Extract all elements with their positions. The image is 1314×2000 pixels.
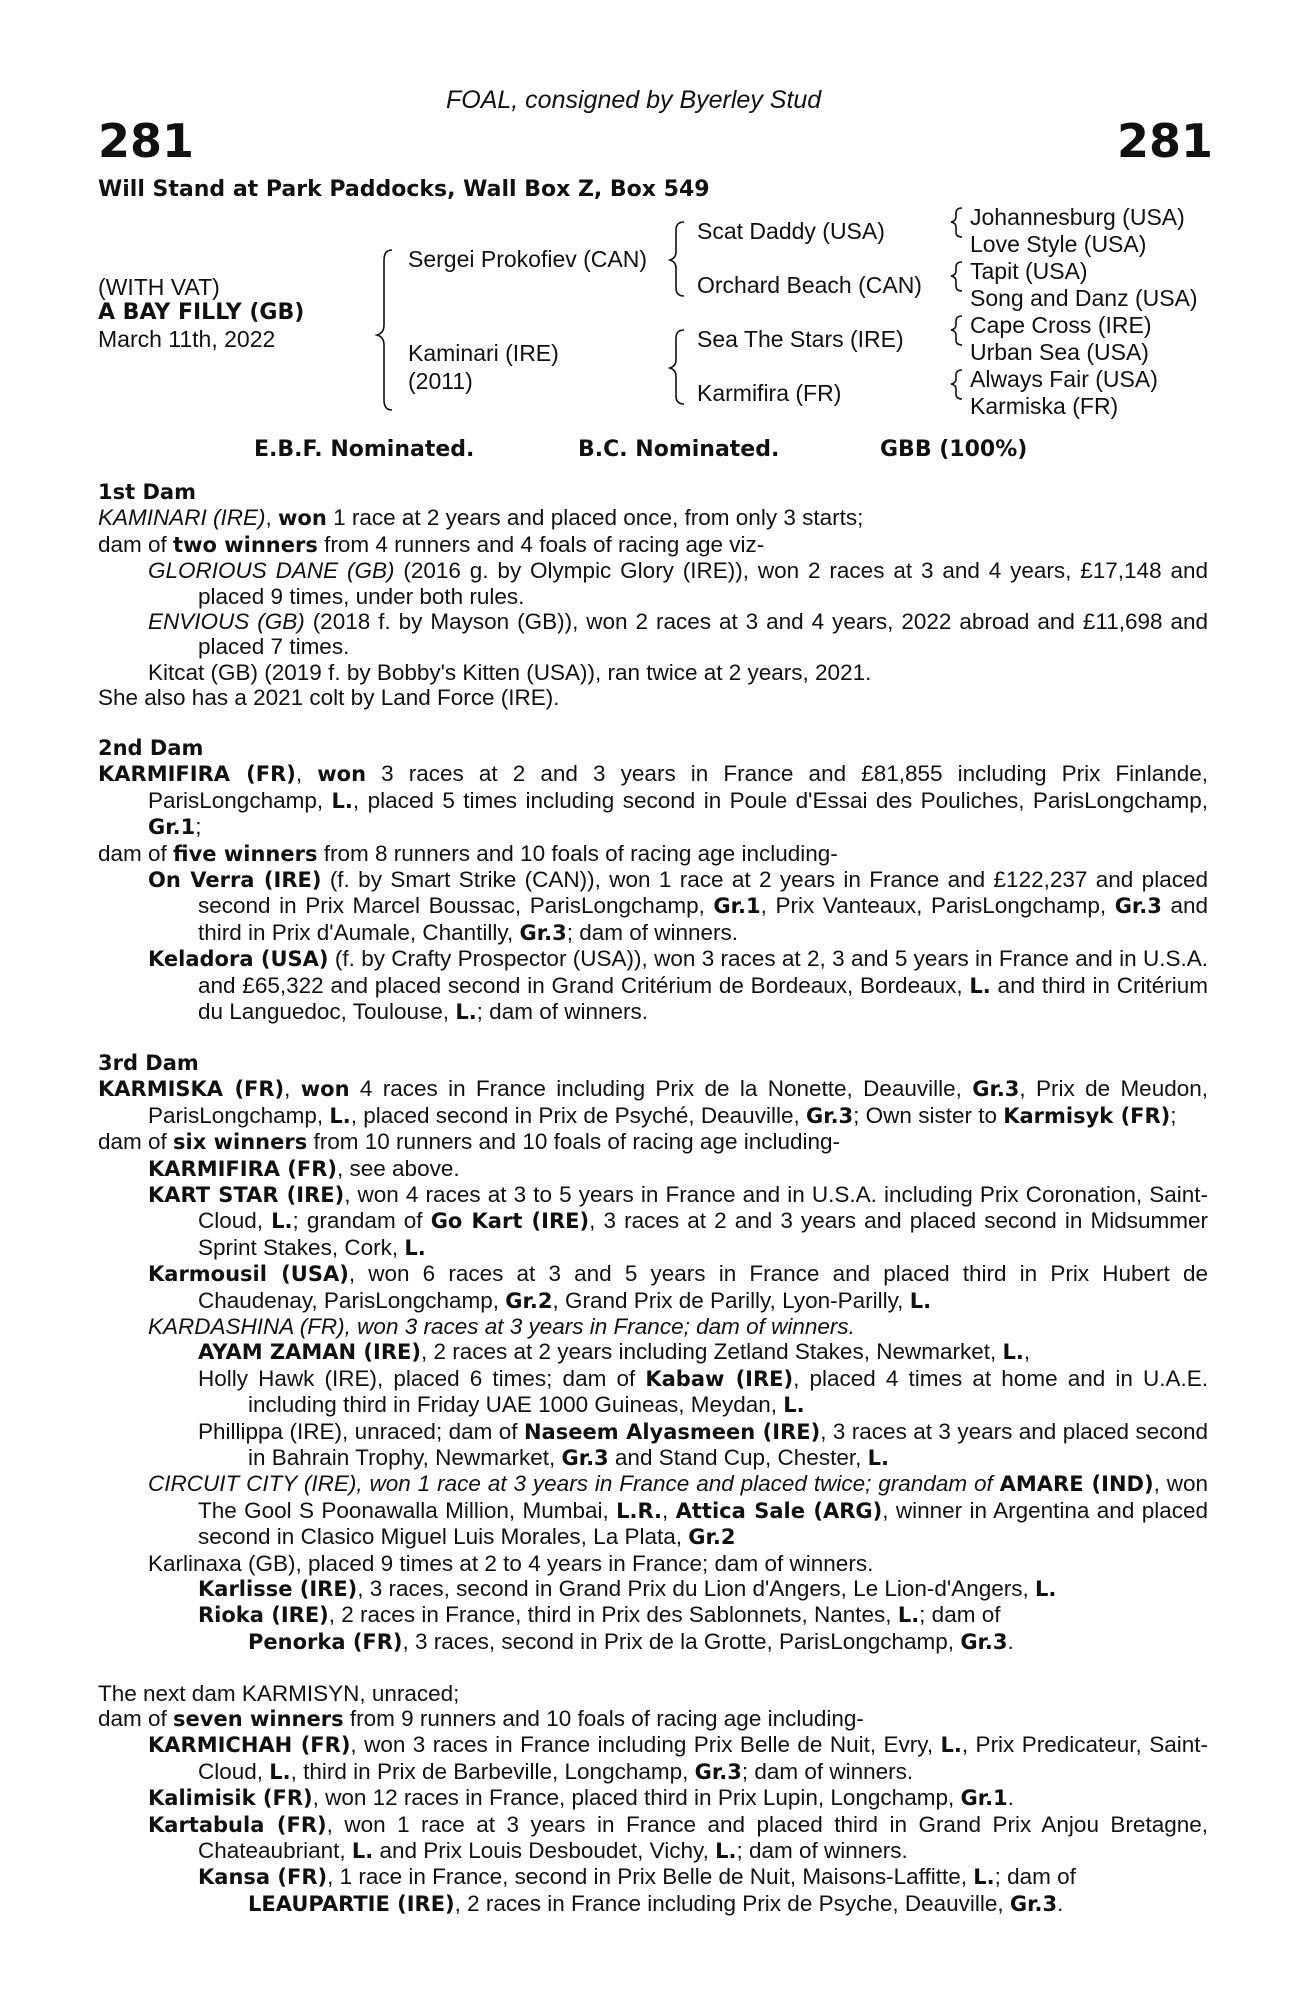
won-label: won	[317, 762, 367, 787]
text: 1 race at 2 years and placed once, from only 3 starts;	[326, 505, 864, 531]
ebf-nomination: E.B.F. Nominated.	[254, 437, 475, 462]
text: ; dam of winners.	[741, 1758, 914, 1784]
first-dam-heading: 1st Dam	[98, 480, 196, 504]
dam-name: KAMINARI (IRE)	[98, 505, 266, 531]
dam-year: (2011)	[408, 368, 473, 394]
group-mark: Gr.3	[561, 1446, 609, 1470]
text: ; dam of	[919, 1602, 1001, 1628]
consignor-line: FOAL, consigned by Byerley Stud	[446, 86, 822, 114]
produce-entry	[98, 1261, 1208, 1314]
text: ;	[1170, 1102, 1177, 1128]
sire: Sergei Prokofiev (CAN)	[408, 246, 648, 272]
winner-count: two winners	[173, 532, 318, 557]
text: from 8 runners and 10 foals of racing age including-	[317, 840, 838, 866]
text: ; dam of winners.	[566, 919, 739, 945]
stand-location: Will Stand at Park Paddocks, Wall Box Z, Box 549	[98, 177, 710, 202]
horse-name: Karmisyk (FR)	[1003, 1103, 1171, 1128]
main-brace	[377, 250, 392, 410]
text: ,	[662, 1497, 676, 1523]
text: , placed second in Prix de Psyché, Deauville,	[350, 1102, 806, 1128]
next-dam-produce-line	[98, 1706, 1208, 1732]
next-dam-line: The next dam KARMISYN, unraced;	[98, 1680, 460, 1706]
dd-sire: Always Fair (USA)	[970, 366, 1158, 392]
text: , 2 races in France, third in Prix des Sablonnets, Nantes,	[328, 1602, 898, 1628]
ss-brace	[951, 208, 962, 237]
text: 3 races at 2 and 3 years in France and £81,855 including Prix Finlande, ParisLongchamp,	[148, 761, 1208, 813]
horse-name: KARMISKA (FR)	[98, 1077, 285, 1102]
text: and Prix Louis Desboudet, Vichy,	[373, 1838, 716, 1864]
produce-entry	[98, 1864, 1208, 1890]
produce-entry	[98, 1182, 1208, 1261]
listed-mark: L.	[351, 1839, 374, 1864]
text: and third in Prix d'Aumale, Chantilly,	[198, 893, 1209, 945]
group-mark: Gr.3	[1114, 894, 1162, 919]
produce-entry: Kitcat (GB) (2019 f. by Bobby's Kitten (USA)), ran twice at 2 years, 2021.	[148, 659, 872, 685]
text: from 10 runners and 10 foals of racing age including-	[307, 1129, 841, 1155]
group-mark: Gr.3	[960, 1629, 1008, 1654]
text: (2016 g. by Olympic Glory (IRE)), won 2 races at 3 and 4 years, £17,148 and placed 9 times, under both rules.	[198, 558, 1208, 609]
text: .	[1007, 1785, 1014, 1811]
pedigree-brackets	[0, 0, 1314, 460]
text: dam of	[98, 1706, 174, 1732]
vat-note: (WITH VAT)	[98, 274, 220, 300]
text: , 2 races in France including Prix de Psyche, Deauville,	[454, 1890, 1010, 1916]
text: , Prix Predicateur, Saint-Cloud,	[198, 1732, 1208, 1784]
text: and Stand Cup, Chester,	[608, 1445, 868, 1470]
first-dam-line: KAMINARI (IRE), won 1 race at 2 years and placed once, from only 3 starts;	[98, 505, 864, 531]
listed-mark: L.	[909, 1288, 932, 1313]
group-mark: Gr.2	[505, 1288, 553, 1313]
dam-dam: Karmifira (FR)	[697, 380, 842, 406]
produce-entry	[98, 1785, 1208, 1811]
text: ; Own sister to	[853, 1102, 1004, 1128]
sd-dam: Song and Danz (USA)	[970, 285, 1198, 311]
third-dam-line: KARMISKA (FR), won 4 races in France including Prix de la Nonette, Deauville, Gr.3, Prix de Meudon, ParisLongchamp, L., placed second in Prix de Psyché, Deauville, Gr.3; Own sister to Karmisyk (FR);	[98, 1076, 1209, 1128]
listed-mark: L.	[897, 1603, 920, 1628]
group-mark: Gr.3	[694, 1759, 742, 1784]
produce-entry	[98, 1602, 1208, 1628]
group-mark: Gr.1	[713, 894, 761, 919]
produce-entry	[98, 1471, 1208, 1550]
produce-entry	[98, 1419, 1208, 1472]
dam: Kaminari (IRE)	[408, 340, 559, 366]
listed-mark: L.	[940, 1733, 962, 1758]
produce-entry: KARDASHINA (FR), won 3 races at 3 years in France; dam of winners.	[148, 1313, 855, 1339]
horse-name: AMARE (IND)	[999, 1472, 1154, 1497]
listed-mark: L.	[1002, 1340, 1024, 1365]
winner-count: six winners	[173, 1130, 308, 1155]
produce-entry	[98, 1156, 1208, 1182]
text: , won The Gool S Poonawalla Million, Mumbai,	[198, 1471, 1208, 1523]
text: ,	[1023, 1339, 1031, 1365]
listed-mark: L.	[1035, 1577, 1057, 1602]
dam-brace	[670, 330, 684, 404]
text: dam of	[98, 531, 174, 557]
text: ; dam of winners.	[476, 999, 648, 1025]
text: CIRCUIT CITY (IRE), won 1 race at 3 years in France and placed twice; grandam of	[148, 1471, 1000, 1497]
horse-name: Naseem Alyasmeen (IRE)	[523, 1419, 821, 1444]
text: , 3 races, second in Grand Prix du Lion d'Angers, Le Lion-d'Angers,	[357, 1576, 1036, 1602]
second-dam-heading: 2nd Dam	[98, 736, 204, 761]
group-mark: Gr.2	[688, 1525, 736, 1550]
text: , Prix Vanteaux, ParisLongchamp,	[760, 893, 1115, 919]
horse-name: KARMIFIRA (FR)	[148, 1156, 338, 1181]
text: ; dam of winners.	[736, 1838, 908, 1864]
bc-nomination: B.C. Nominated.	[578, 437, 780, 462]
produce-entry	[98, 1339, 1208, 1365]
text: , winner in Argentina and placed second in Clasico Miguel Luis Morales, La Plata,	[198, 1497, 1208, 1550]
text: , won 6 races at 3 and 5 years in France and placed third in Prix Hubert de Chaudenay, ParisLongchamp,	[198, 1261, 1208, 1313]
catalogue-body	[98, 480, 1208, 1917]
text: from 4 runners and 4 foals of racing age viz-	[317, 531, 765, 557]
horse-name: Keladora (USA)	[148, 947, 329, 972]
text: dam of	[98, 1129, 174, 1155]
text: , Grand Prix de Parilly, Lyon-Parilly,	[552, 1287, 910, 1313]
text: , won 3 races in France including Prix Belle de Nuit, Evry,	[350, 1732, 941, 1758]
group-mark: Gr.3	[1009, 1891, 1058, 1916]
produce-note: She also has a 2021 colt by Land Force (IRE).	[98, 685, 560, 711]
text: , won 4 races at 3 to 5 years in France and in U.S.A. including Prix Coronation, Saint-Cloud,	[198, 1181, 1208, 1234]
text: .	[1007, 1628, 1014, 1654]
sire-sire: Scat Daddy (USA)	[697, 218, 885, 244]
horse-name: Kalimisik (FR)	[148, 1786, 313, 1811]
ds-dam: Urban Sea (USA)	[970, 339, 1149, 365]
third-dam-produce-line	[98, 1129, 1208, 1155]
horse-name: Karmousil (USA)	[148, 1262, 349, 1287]
group-mark: Gr.3	[519, 920, 567, 945]
horse-name: ENVIOUS (GB)	[148, 609, 305, 635]
third-dam-heading: 3rd Dam	[98, 1050, 199, 1075]
text: , 2 races at 2 years including Zetland Stakes, Newmarket,	[420, 1339, 1003, 1365]
horse-name: Attica Sale (ARG)	[675, 1498, 883, 1523]
text: ;	[195, 814, 202, 840]
produce-entry	[98, 1576, 1208, 1602]
lot-number-left: 281	[98, 114, 195, 168]
ds-sire: Cape Cross (IRE)	[970, 312, 1152, 338]
text: .	[1057, 1890, 1064, 1916]
group-mark: Gr.1	[960, 1786, 1008, 1811]
text: , won 12 races in France, placed third in Prix Lupin, Longchamp,	[312, 1785, 961, 1811]
listed-mark: L.	[271, 1209, 293, 1234]
text: 4 races in France including Prix de la Nonette, Deauville,	[349, 1076, 973, 1102]
foaling-date: March 11th, 2022	[98, 326, 276, 352]
won-label: won	[278, 506, 327, 531]
horse-name: LEAUPARTIE (IRE)	[248, 1891, 455, 1916]
dd-brace	[951, 370, 962, 399]
text: , Prix de Meudon, ParisLongchamp,	[148, 1076, 1209, 1128]
sd-brace	[951, 262, 962, 291]
text: ; grandam of	[292, 1208, 431, 1234]
winner-count: seven winners	[173, 1707, 344, 1732]
listed-mark: L.	[867, 1446, 889, 1470]
horse-name: GLORIOUS DANE (GB)	[148, 558, 395, 584]
sd-sire: Tapit (USA)	[970, 258, 1088, 284]
listed-mark: L.	[969, 973, 991, 998]
listed-mark: L.	[973, 1865, 995, 1890]
horse-name: KARMICHAH (FR)	[148, 1733, 351, 1758]
horse-name: KARMIFIRA (FR)	[98, 762, 296, 787]
produce-entry: Karlinaxa (GB), placed 9 times at 2 to 4 years in France; dam of winners.	[148, 1550, 874, 1576]
won-label: won	[300, 1077, 350, 1102]
second-dam-line: KARMIFIRA (FR), won 3 races at 2 and 3 years in France and £81,855 including Prix Finlande, ParisLongchamp, L., placed 5 times including second in Poule d'Essai des Pouliches, ParisLongchamp, Gr.1;	[98, 761, 1208, 840]
sire-dam: Orchard Beach (CAN)	[697, 272, 922, 298]
horse-name: Rioka (IRE)	[198, 1603, 329, 1628]
lot-number-right: 281	[1117, 114, 1214, 168]
produce-entry	[98, 1891, 1208, 1917]
text: (f. by Smart Strike (CAN)), won 1 race at 2 years in France and £122,237 and placed second in Prix Marcel Boussac, ParisLongchamp,	[198, 867, 1208, 919]
ss-dam: Love Style (USA)	[970, 231, 1147, 257]
produce-entry	[98, 558, 1208, 609]
listed-mark: L.	[404, 1235, 426, 1260]
ds-brace	[951, 316, 962, 345]
horse-name: AYAM ZAMAN (IRE)	[198, 1340, 421, 1365]
dam-sire: Sea The Stars (IRE)	[697, 326, 904, 352]
group-mark: Gr.1	[148, 815, 196, 840]
text: , placed 4 times at home and in U.A.E. including third in Friday UAE 1000 Guineas, Meydan,	[248, 1365, 1209, 1418]
text: , 1 race in France, second in Prix Belle de Nuit, Maisons-Laffitte,	[327, 1864, 974, 1890]
text: , third in Prix de Barbeville, Longchamp,	[290, 1758, 695, 1784]
text: , won 1 race at 3 years in France and placed third in Grand Prix Anjou Bretagne, Chateaubriant,	[198, 1811, 1208, 1864]
text: , 3 races at 2 and 3 years and placed second in Midsummer Sprint Stakes, Cork,	[198, 1208, 1209, 1260]
text: Holly Hawk (IRE), placed 6 times; dam of	[198, 1365, 646, 1391]
listed-mark: L.	[329, 1103, 351, 1128]
text: , see above.	[337, 1155, 460, 1181]
listed-mark: L.	[715, 1839, 737, 1864]
text: , 3 races, second in Prix de la Grotte, ParisLongchamp,	[402, 1628, 961, 1654]
horse-name: Penorka (FR)	[248, 1629, 403, 1654]
dd-dam: Karmiska (FR)	[970, 393, 1119, 419]
produce-entry	[98, 867, 1208, 946]
produce-entry	[98, 609, 1208, 660]
text: from 9 runners and 10 foals of racing age including-	[343, 1706, 864, 1732]
horse-name: On Verra (IRE)	[148, 868, 322, 893]
ss-sire: Johannesburg (USA)	[970, 204, 1185, 230]
text: dam of	[98, 840, 174, 866]
gbb-rating: GBB (100%)	[880, 437, 1028, 462]
text: , placed 5 times including second in Poule d'Essai des Pouliches, ParisLongchamp,	[352, 787, 1208, 813]
group-mark: Gr.3	[972, 1077, 1020, 1102]
horse-name: Karlisse (IRE)	[198, 1577, 358, 1602]
horse-name: Kabaw (IRE)	[645, 1366, 794, 1391]
text: (2018 f. by Mayson (GB)), won 2 races at 3 and 4 years, 2022 abroad and £11,698 and placed 7 times.	[198, 609, 1208, 660]
group-mark: Gr.3	[805, 1103, 854, 1128]
text: ; dam of	[994, 1864, 1076, 1890]
listed-mark: L.	[269, 1759, 291, 1784]
listed-mark: L.	[455, 1000, 477, 1025]
text: (f. by Crafty Prospector (USA)), won 3 races at 2, 3 and 5 years in France and in U.S.A. and £65,322 and placed second in Grand Critérium de Bordeaux, Bordeaux,	[198, 946, 1208, 998]
produce-entry	[98, 1366, 1208, 1419]
produce-entry	[98, 946, 1208, 1025]
text: , 3 races at 3 years and placed second in Bahrain Trophy, Newmarket,	[248, 1418, 1208, 1470]
produce-entry	[98, 1629, 1208, 1655]
sire-brace	[670, 222, 684, 296]
second-dam-produce-line	[98, 841, 1208, 867]
produce-entry	[98, 1812, 1208, 1865]
winner-count: five winners	[173, 841, 318, 866]
horse-name: Kansa (FR)	[198, 1865, 328, 1890]
horse-name: A BAY FILLY (GB)	[98, 300, 305, 325]
text: and third in Critérium du Languedoc, Toulouse,	[198, 972, 1208, 1025]
listed-mark: L.	[331, 788, 353, 813]
listed-mark: L.	[783, 1393, 805, 1418]
horse-name: KART STAR (IRE)	[148, 1182, 345, 1207]
horse-name: Go Kart (IRE)	[430, 1209, 590, 1234]
horse-name: Kartabula (FR)	[148, 1812, 327, 1837]
text: Phillippa (IRE), unraced; dam of	[198, 1418, 524, 1444]
produce-entry	[98, 1732, 1208, 1785]
listed-mark: L.R.	[616, 1498, 663, 1523]
first-dam-produce-line	[98, 532, 1208, 558]
